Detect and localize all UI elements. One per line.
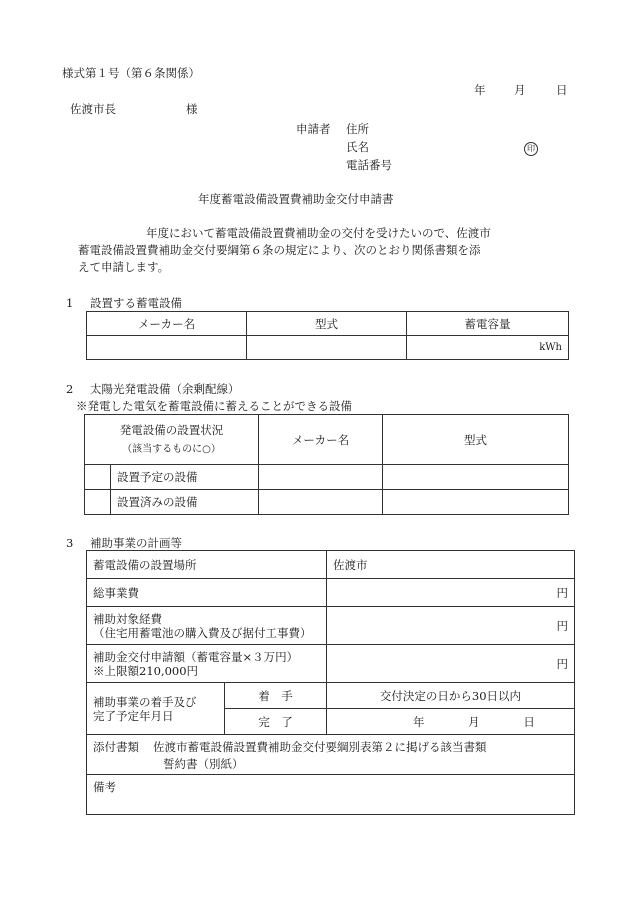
s3-total-cost-label: 総事業費 xyxy=(87,579,327,607)
s2-col-status xyxy=(85,415,259,465)
section2-heading: 太陽光発電設備（余剰配線） xyxy=(90,382,240,396)
s2-row-planned: 設置予定の設備 xyxy=(111,465,259,490)
document-title: 年度蓄電設備設置費補助金交付申請書 xyxy=(198,192,394,206)
s1-col-maker: メーカー名 xyxy=(87,312,247,336)
section1-heading: 設置する蓄電設備 xyxy=(90,296,182,310)
s3-schedule-label-2: 完了予定年月日 xyxy=(93,708,174,723)
s3-request-label xyxy=(87,645,327,683)
s1-capacity-input[interactable] xyxy=(407,336,569,360)
seal-icon: 印 xyxy=(524,142,538,156)
section3-heading: 補助事業の計画等 xyxy=(90,536,182,550)
address-label: 住所 xyxy=(346,122,369,136)
s2-planned-check[interactable] xyxy=(85,465,111,490)
s3-location-label: 蓄電設備の設置場所 xyxy=(87,551,327,579)
s3-attach-line-1: 佐渡市蓄電設備設置費補助金交付要綱別表第２に掲げる該当書類 xyxy=(153,740,487,754)
s3-total-cost-input[interactable] xyxy=(327,579,575,607)
s3-end-month: 月 xyxy=(468,714,480,729)
s3-eligible-title: 補助対象経費 xyxy=(93,611,162,626)
section2-note: ※発電した電気を蓄電設備に蓄えることができる設備 xyxy=(76,399,352,413)
s3-location-value: 佐渡市 xyxy=(333,557,368,572)
s2-col-model: 型式 xyxy=(383,415,569,465)
applicant-label: 申請者 xyxy=(296,122,331,136)
s3-attach-label: 添付書類 xyxy=(93,740,139,754)
s3-attach-line-2: 誓約書（別紙） xyxy=(163,757,244,771)
s3-start-value: 交付決定の日から30日以内 xyxy=(327,683,575,709)
s3-location-input[interactable] xyxy=(327,551,575,579)
s2-col-status-title: 発電設備の設置状況 xyxy=(119,422,224,437)
seal-mark xyxy=(524,140,538,156)
intro-line-1: 年度において蓄電設備設置費補助金の交付を受けたいので、佐渡市 xyxy=(146,226,491,240)
s3-request-input[interactable] xyxy=(327,645,575,683)
s3-attachments xyxy=(87,735,575,775)
section2-number: 2 xyxy=(66,382,74,396)
addressee: 佐渡市長 xyxy=(70,102,116,116)
section1-table xyxy=(86,311,569,360)
intro-line-2: 蓄電設備設置費補助金交付要綱第６条の規定により、次のとおり関係書類を添 xyxy=(78,243,481,257)
s3-eligible-sub: （住宅用蓄電池の購入費及び据付工事費） xyxy=(93,625,312,640)
s2-planned-maker-input[interactable] xyxy=(259,465,383,490)
section3-number: 3 xyxy=(66,536,74,550)
section3-table xyxy=(86,550,575,815)
s3-end-label: 完 了 xyxy=(225,709,327,735)
s3-request-sub: ※上限額210,000円 xyxy=(93,663,199,678)
s3-schedule-label xyxy=(87,683,225,735)
s3-request-title: 補助金交付申請額（蓄電容量×３万円） xyxy=(93,649,299,664)
s3-schedule-label-1: 補助事業の着手及び xyxy=(93,694,197,709)
s1-maker-input[interactable] xyxy=(87,336,247,360)
s3-yen-1: 円 xyxy=(556,585,568,600)
s2-planned-model-input[interactable] xyxy=(383,465,569,490)
s3-end-date-input[interactable] xyxy=(327,709,575,735)
date-day-label: 日 xyxy=(556,83,568,97)
intro-line-3: えて申請します。 xyxy=(78,260,170,274)
s1-model-input[interactable] xyxy=(247,336,407,360)
date-year-label: 年 xyxy=(474,83,486,97)
s1-unit-kwh: kWh xyxy=(539,341,562,353)
s3-eligible-input[interactable] xyxy=(327,607,575,645)
s1-col-capacity: 蓄電容量 xyxy=(407,312,569,336)
date-month-label: 月 xyxy=(514,83,526,97)
s3-eligible-label xyxy=(87,607,327,645)
s3-start-label: 着 手 xyxy=(225,683,327,709)
s3-end-day: 日 xyxy=(523,714,535,729)
s3-end-year: 年 xyxy=(413,714,425,729)
name-label: 氏名 xyxy=(346,140,369,154)
s3-yen-2: 円 xyxy=(556,618,568,633)
s2-col-status-sub: （該当するものに○） xyxy=(122,443,221,455)
section1-number: 1 xyxy=(66,296,74,310)
s3-remarks[interactable] xyxy=(87,775,575,815)
s3-remarks-label: 備考 xyxy=(93,780,116,794)
s2-row-installed: 設置済みの設備 xyxy=(111,490,259,515)
s2-installed-check[interactable] xyxy=(85,490,111,515)
s3-yen-3: 円 xyxy=(556,656,568,671)
phone-label: 電話番号 xyxy=(346,158,392,172)
honorific: 様 xyxy=(186,102,198,116)
s1-col-model: 型式 xyxy=(247,312,407,336)
s2-col-maker: メーカー名 xyxy=(259,415,383,465)
s2-installed-model-input[interactable] xyxy=(383,490,569,515)
form-number: 様式第１号（第６条関係） xyxy=(62,66,200,80)
s2-installed-maker-input[interactable] xyxy=(259,490,383,515)
section2-table xyxy=(84,414,569,515)
